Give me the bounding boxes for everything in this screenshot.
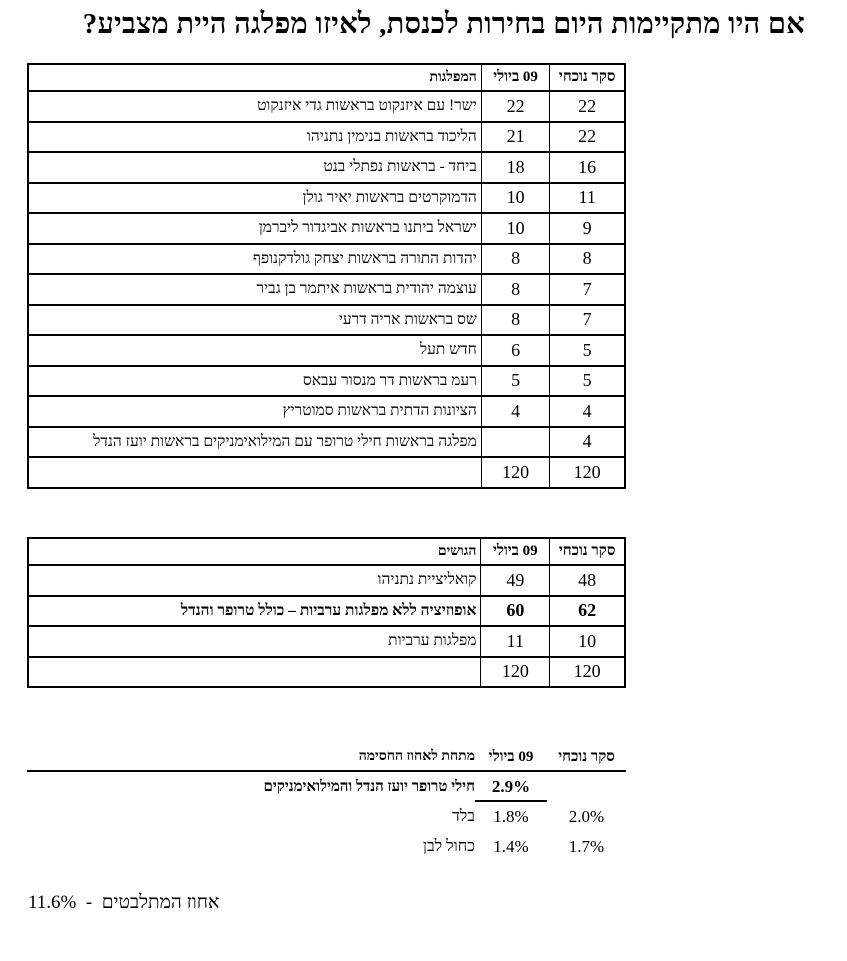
july-survey-cell: 2.9%	[475, 772, 547, 802]
current-survey-cell: 4	[550, 427, 625, 458]
july-survey-cell: 22	[481, 91, 550, 122]
blocs-table	[27, 537, 626, 688]
col-header-current-survey: סקר נוכחי	[550, 64, 625, 91]
threshold-header-row	[27, 744, 626, 772]
undecided-line	[28, 892, 219, 914]
current-survey-cell: 5	[550, 335, 625, 366]
col-header-parties: המפלגות	[28, 64, 481, 91]
table-row	[28, 396, 625, 427]
current-survey-cell: 11	[550, 183, 625, 214]
july-survey-cell: 8	[481, 305, 550, 336]
party-name-cell: רעמ בראשות דר מנסור עבאס	[28, 366, 481, 397]
july-survey-cell: 10	[481, 213, 550, 244]
list-item	[27, 832, 626, 862]
parties-header-row	[28, 64, 625, 91]
table-row	[28, 565, 625, 596]
undecided-separator: -	[85, 892, 93, 913]
col-header-below-threshold: מתחת לאחוז החסימה	[358, 749, 475, 764]
july-survey-cell: 49	[481, 565, 550, 596]
july-survey-cell: 1.4%	[493, 837, 529, 856]
party-name-cell: חדש תעל	[28, 335, 481, 366]
blocs-header-row	[28, 538, 625, 565]
table-row	[28, 305, 625, 336]
current-survey-cell: 8	[550, 244, 625, 275]
party-name-cell: הליכוד בראשות בנימין נתניהו	[28, 122, 481, 153]
table-row	[28, 657, 625, 688]
party-name-cell: ישראל ביתנו בראשות אביגדור ליברמן	[28, 213, 481, 244]
current-survey-cell: 4	[550, 396, 625, 427]
party-name-cell: בלד	[452, 808, 475, 825]
threshold-table	[27, 744, 626, 862]
current-survey-cell: 1.7%	[568, 837, 605, 856]
current-survey-cell: 9	[550, 213, 625, 244]
current-survey-cell: 48	[550, 565, 625, 596]
july-survey-cell: 4	[481, 396, 550, 427]
current-survey-cell: 16	[550, 152, 625, 183]
current-survey-cell: 2.0%	[568, 807, 605, 826]
table-row	[28, 626, 625, 657]
july-survey-cell: 8	[481, 244, 550, 275]
page-title: אם היו מתקיימות היום בחירות לכנסת, לאיזו מפלגה היית מצביע?	[82, 8, 805, 40]
party-name-cell: ביחד - בראשות נפתלי בנט	[28, 152, 481, 183]
current-survey-cell: 120	[550, 457, 625, 488]
current-survey-cell: 7	[550, 305, 625, 336]
col-header-july-survey: 09 ביולי	[481, 538, 550, 565]
party-name-cell: מפלגה בראשות חילי טרופר עם המילואימניקים בראשות יועז הנדל	[28, 427, 481, 458]
party-name-cell: הדמוקרטים בראשות יאיר גולן	[28, 183, 481, 214]
july-survey-cell: 18	[481, 152, 550, 183]
undecided-label: אחוז המתלבטים	[101, 892, 220, 913]
table-row	[28, 427, 625, 458]
table-row	[28, 152, 625, 183]
party-name-cell	[28, 457, 481, 488]
current-survey-cell: 62	[550, 596, 625, 627]
table-row	[28, 244, 625, 275]
party-name-cell: יהדות התורה בראשות יצחק גולדקנופף	[28, 244, 481, 275]
table-row	[28, 274, 625, 305]
july-survey-cell: 8	[481, 274, 550, 305]
col-header-july-survey: 09 ביולי	[488, 748, 534, 765]
parties-table	[27, 63, 626, 489]
list-item	[27, 772, 626, 802]
col-header-july-survey: 09 ביולי	[481, 64, 550, 91]
july-survey-cell: 6	[481, 335, 550, 366]
col-header-blocs: הגושים	[28, 538, 481, 565]
july-survey-cell: 11	[481, 626, 550, 657]
party-name-cell: חילי טרופר יועז הנדל והמילואימניקים	[263, 778, 475, 795]
bloc-name-cell	[28, 657, 481, 688]
col-header-current-survey: סקר נוכחי	[550, 538, 625, 565]
july-survey-cell	[481, 427, 550, 458]
july-survey-cell: 120	[481, 657, 550, 688]
table-row	[28, 183, 625, 214]
bloc-name-cell: מפלגות ערביות	[28, 626, 481, 657]
bloc-name-cell: אופוזיציה ללא מפלגות ערביות – כולל טרופר והנדל	[28, 596, 481, 627]
july-survey-cell: 5	[481, 366, 550, 397]
party-name-cell: ישר! עם איזנקוט בראשות גדי איזנקוט	[28, 91, 481, 122]
july-survey-cell: 60	[481, 596, 550, 627]
list-item	[27, 802, 626, 832]
current-survey-cell: 22	[550, 122, 625, 153]
table-row	[28, 457, 625, 488]
table-row	[28, 91, 625, 122]
table-row	[28, 366, 625, 397]
july-survey-cell: 120	[481, 457, 550, 488]
july-survey-cell: 10	[481, 183, 550, 214]
current-survey-cell: 120	[550, 657, 625, 688]
current-survey-cell: 7	[550, 274, 625, 305]
col-header-current-survey: סקר נוכחי	[558, 748, 615, 765]
july-survey-cell: 1.8%	[493, 807, 529, 826]
table-row	[28, 122, 625, 153]
party-name-cell: עוצמה יהודית בראשות איתמר בן גביר	[28, 274, 481, 305]
party-name-cell: שס בראשות אריה דרעי	[28, 305, 481, 336]
undecided-value: 11.6%	[28, 892, 77, 913]
party-name-cell: הציונות הדתית בראשות סמוטריץ	[28, 396, 481, 427]
july-survey-cell: 21	[481, 122, 550, 153]
table-row	[28, 335, 625, 366]
party-name-cell: כחול לבן	[422, 838, 475, 855]
table-row	[28, 596, 625, 627]
current-survey-cell: 5	[550, 366, 625, 397]
current-survey-cell: 22	[550, 91, 625, 122]
bloc-name-cell: קואליציית נתניהו	[28, 565, 481, 596]
current-survey-cell: 10	[550, 626, 625, 657]
table-row	[28, 213, 625, 244]
